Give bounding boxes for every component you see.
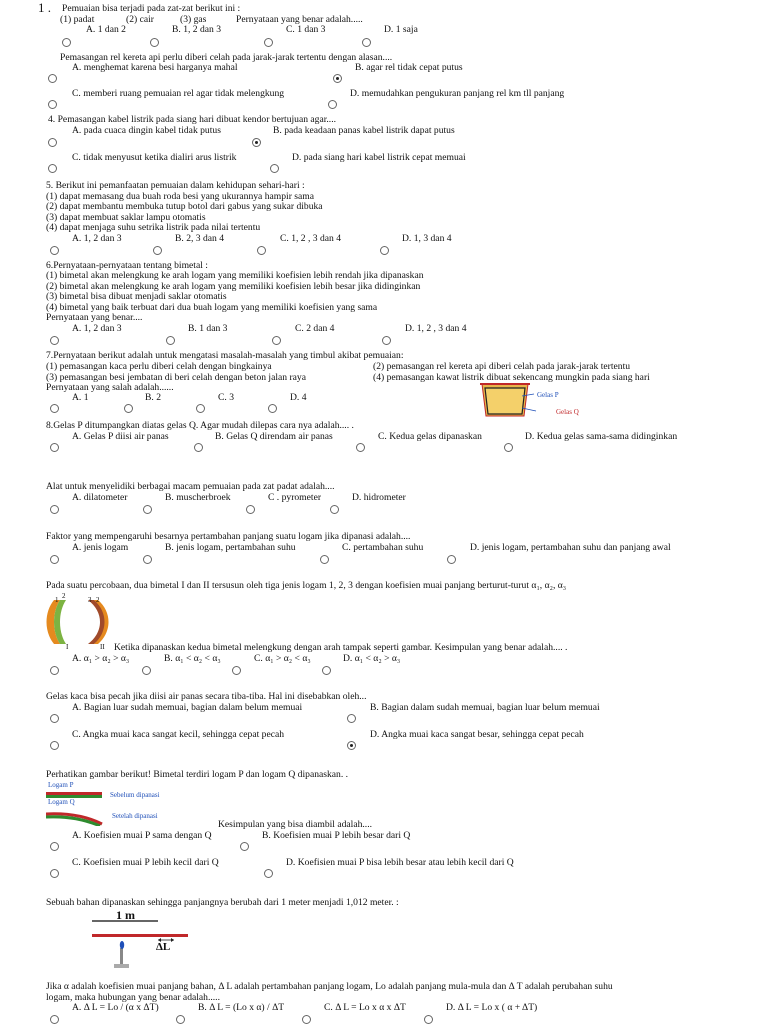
figure-label: Gelas Q xyxy=(556,408,579,416)
option-text: A. 1, 2 dan 3 xyxy=(72,323,122,334)
radio-option-c[interactable] xyxy=(264,38,273,47)
radio-option-c[interactable] xyxy=(257,246,266,255)
statement-item: (1) pemasangan kaca perlu diberi celah dengan bingkainya xyxy=(46,361,272,372)
figure-label: Logam Q xyxy=(48,798,75,806)
question-stem: 5. Berikut ini pemanfaatan pemuaian dalam kehidupan sehari-hari : xyxy=(46,180,305,191)
radio-option-a[interactable] xyxy=(50,1015,59,1024)
option-text: B. Δ L = (Lo x α) / ΔT xyxy=(198,1002,285,1013)
option-text: D. jenis logam, pertambahan suhu dan panjang awal xyxy=(470,542,671,553)
burner-base xyxy=(114,964,129,968)
statement-item: (1) padat xyxy=(60,14,95,25)
option-text: D. α₁ < α₂ > α₃ xyxy=(343,653,401,664)
question-stem: 4. Pemasangan kabel listrik pada siang hari dibuat kendor bertujuan agar.... xyxy=(48,114,336,125)
question-stem: Pada suatu percobaan, dua bimetal I dan II tersusun oleh tiga jenis logam 1, 2, 3 dengan koefisien muai panjang berturut-turut α₁, α₂, α₃ xyxy=(46,580,567,591)
logam-p-strip xyxy=(46,792,102,795)
figure-label: 1 m xyxy=(116,908,135,922)
question-stem-2: Ketika dipanaskan kedua bimetal melengkung dengan arah tampak seperti gambar. Kesimpulan yang benar adalah.... . xyxy=(114,642,568,653)
option-text: D. 1 saja xyxy=(384,24,418,35)
statement-item: (1) bimetal akan melengkung ke arah logam yang memiliki koefisien lebih rendah jika dipanaskan xyxy=(46,270,424,281)
radio-option-a[interactable] xyxy=(50,842,59,851)
question-stem: Pemuaian bisa terjadi pada zat-zat berikut ini : xyxy=(62,3,241,14)
expanded-rod xyxy=(92,934,188,937)
radio-option-a[interactable] xyxy=(48,74,57,83)
figure-label: II xyxy=(100,643,105,651)
radio-option-c[interactable] xyxy=(356,443,365,452)
option-text: B. Koefisien muai P lebih besar dari Q xyxy=(262,830,411,841)
radio-option-d[interactable] xyxy=(447,555,456,564)
radio-option-c[interactable] xyxy=(48,164,57,173)
radio-option-b-selected[interactable] xyxy=(252,138,261,147)
radio-option-d[interactable] xyxy=(264,869,273,878)
radio-option-c[interactable] xyxy=(50,869,59,878)
radio-option-d[interactable] xyxy=(330,505,339,514)
radio-option-d[interactable] xyxy=(328,100,337,109)
radio-option-a[interactable] xyxy=(50,246,59,255)
question-number: 1 . xyxy=(38,0,51,15)
figure-label: ΔL xyxy=(156,941,171,953)
question-stem-2: Kesimpulan yang bisa diambil adalah.... xyxy=(218,819,372,830)
question-stem: Perhatikan gambar berikut! Bimetal terdiri logam P dan logam Q dipanaskan. . xyxy=(46,769,349,780)
option-text: D. 1, 3 dan 4 xyxy=(402,233,452,244)
expansion-figure xyxy=(92,908,192,970)
option-text: C. α₁ > α₂ < α₃ xyxy=(254,653,311,664)
option-text: B. α₁ < α₂ < α₃ xyxy=(164,653,221,664)
radio-option-c[interactable] xyxy=(48,100,57,109)
figure-label: I xyxy=(66,643,69,651)
statement-item: (3) bimetal bisa dibuat menjadi saklar otomatis xyxy=(46,291,227,302)
radio-option-b[interactable] xyxy=(347,714,356,723)
option-text: C. Angka muai kaca sangat kecil, sehingga cepat pecah xyxy=(72,729,285,740)
option-text: D. memudahkan pengukuran panjang rel km tll panjang xyxy=(350,88,565,99)
option-text: A. 1 dan 2 xyxy=(86,24,126,35)
statement-item: (3) pemasangan besi jembatan di beri celah dengan beton jalan raya xyxy=(46,372,306,383)
question-stem: Faktor yang mempengaruhi besarnya pertambahan panjang suatu logam jika dipanasi adalah.... xyxy=(46,531,411,542)
statement-item: (4) bimetal yang baik terbuat dari dua buah logam yang memiliki koefisien yang sama xyxy=(46,302,378,313)
question-stem: 7.Pernyataan berikut adalah untuk mengatasi masalah-masalah yang timbul akibat pemuaian: xyxy=(46,350,404,361)
option-text: B. pada keadaan panas kabel listrik dapat putus xyxy=(273,125,455,136)
radio-option-d-selected[interactable] xyxy=(347,741,356,750)
option-text: D. hidrometer xyxy=(352,492,406,503)
radio-option-d[interactable] xyxy=(380,246,389,255)
option-text: C. 1, 2 , 3 dan 4 xyxy=(280,233,342,244)
option-text: D. pada siang hari kabel listrik cepat memuai xyxy=(292,152,466,163)
radio-option-b[interactable] xyxy=(176,1015,185,1024)
statement-item: (3) dapat membuat saklar lampu otomatis xyxy=(46,212,206,223)
question-stem: 8.Gelas P ditumpangkan diatas gelas Q. Agar mudah dilepas cara nya adalah.... . xyxy=(46,420,354,431)
radio-option-a[interactable] xyxy=(50,714,59,723)
question-stem-3: logam, maka hubungan yang benar adalah..... xyxy=(46,992,220,1003)
option-text: C. 1 dan 3 xyxy=(286,24,326,35)
burner-flame xyxy=(120,941,124,949)
question-stem: Alat untuk menyelidiki berbagai macam pemuaian pada zat padat adalah.... xyxy=(46,481,335,492)
radio-option-c[interactable] xyxy=(302,1015,311,1024)
radio-option-b[interactable] xyxy=(124,404,133,413)
statement-item: (2) cair xyxy=(126,14,154,25)
option-text: C. Δ L = Lo x α x ΔT xyxy=(324,1002,406,1013)
figure-label: Sebelum dipanasi xyxy=(110,791,160,799)
option-text: D. 1, 2 , 3 dan 4 xyxy=(405,323,467,334)
option-text: A. menghemat karena besi harganya mahal xyxy=(72,62,238,73)
option-text: D. Angka muai kaca sangat besar, sehingga cepat pecah xyxy=(370,729,584,740)
option-text: A. dilatometer xyxy=(72,492,128,503)
option-text: B. jenis logam, pertambahan suhu xyxy=(165,542,296,553)
option-text: C. memberi ruang pemuaian rel agar tidak melengkung xyxy=(72,88,285,99)
arrow-head xyxy=(171,938,174,942)
option-text: A. α₁ > α₂ > α₃ xyxy=(72,653,130,664)
statement-item: (4) pemasangan kawat listrik dibuat sekencang mungkin pada siang hari xyxy=(373,372,650,383)
radio-option-d[interactable] xyxy=(268,404,277,413)
radio-option-a[interactable] xyxy=(50,505,59,514)
radio-option-c[interactable] xyxy=(246,505,255,514)
radio-option-b[interactable] xyxy=(153,246,162,255)
option-text: A. Koefisien muai P sama dengan Q xyxy=(72,830,212,841)
statement-item: Pernyataan yang benar.... xyxy=(46,312,143,323)
option-text: A. Gelas P diisi air panas xyxy=(72,431,169,442)
statement-item: (3) gas xyxy=(180,14,207,25)
option-text: B. agar rel tidak cepat putus xyxy=(355,62,463,73)
glass-q-shape xyxy=(485,388,525,414)
radio-option-d[interactable] xyxy=(382,336,391,345)
question-stem: 6.Pernyataan-pernyataan tentang bimetal : xyxy=(46,260,208,271)
figure-label: 3 xyxy=(88,596,92,604)
radio-option-c[interactable] xyxy=(50,741,59,750)
option-text: A. jenis logam xyxy=(72,542,129,553)
option-text: C. pertambahan suhu xyxy=(342,542,424,553)
radio-option-c[interactable] xyxy=(320,555,329,564)
figure-label: 1 xyxy=(55,596,59,604)
option-text: C. Kedua gelas dipanaskan xyxy=(378,431,482,442)
radio-option-b[interactable] xyxy=(143,555,152,564)
figure-label: 2 xyxy=(62,592,66,600)
figure-label: 2 xyxy=(96,596,100,604)
option-text: A. pada cuaca dingin kabel tidak putus xyxy=(72,125,221,136)
option-text: C. 3 xyxy=(218,392,234,403)
statement-item: (1) dapat memasang dua buah roda besi yang ukurannya hampir sama xyxy=(46,191,315,202)
radio-option-b[interactable] xyxy=(240,842,249,851)
radio-option-c[interactable] xyxy=(232,666,241,675)
option-text: A. Bagian luar sudah memuai, bagian dalam belum memuai xyxy=(72,702,303,713)
figure-label: Setelah dipanasi xyxy=(112,812,158,820)
statement-item: Pernyataan yang benar adalah..... xyxy=(236,14,363,25)
radio-option-a[interactable] xyxy=(50,404,59,413)
question-stem: Sebuah bahan dipanaskan sehingga panjangnya berubah dari 1 meter menjadi 1,012 meter. : xyxy=(46,897,399,908)
radio-option-d[interactable] xyxy=(362,38,371,47)
question-stem: Gelas kaca bisa pecah jika diisi air panas secara tiba-tiba. Hal ini disebabkan oleh... xyxy=(46,691,367,702)
option-text: D. Δ L = Lo x ( α + ΔT) xyxy=(446,1002,538,1013)
radio-option-a[interactable] xyxy=(50,666,59,675)
radio-option-b[interactable] xyxy=(143,505,152,514)
option-text: B. muscherbroek xyxy=(165,492,231,503)
option-text: B. 2 xyxy=(145,392,161,403)
option-text: B. 1, 2 dan 3 xyxy=(172,24,222,35)
option-text: B. 2, 3 dan 4 xyxy=(175,233,225,244)
radio-option-d[interactable] xyxy=(504,443,513,452)
statement-item: (2) pemasangan rel kereta api diberi celah pada jarak-jarak tertentu xyxy=(373,361,631,372)
radio-option-a[interactable] xyxy=(62,38,71,47)
question-stem-2: Jika α adalah koefisien muai panjang bahan, Δ L adalah pertambahan panjang logam, Lo adalah panjang mula-mula dan Δ T adalah perubahan suhu xyxy=(46,981,613,992)
radio-option-b-selected[interactable] xyxy=(333,74,342,83)
radio-option-b[interactable] xyxy=(166,336,175,345)
statement-item: (2) dapat membantu membuka tutup botol dari gabus yang sukar dibuka xyxy=(46,201,323,212)
option-text: B. Gelas Q direndam air panas xyxy=(215,431,333,442)
option-text: D. 4 xyxy=(290,392,307,403)
radio-option-b[interactable] xyxy=(150,38,159,47)
radio-option-d[interactable] xyxy=(270,164,279,173)
option-text: D. Koefisien muai P bisa lebih besar atau lebih kecil dari Q xyxy=(286,857,514,868)
radio-option-b[interactable] xyxy=(142,666,151,675)
question-stem: Pemasangan rel kereta api perlu diberi celah pada jarak-jarak tertentu dengan alasan.... xyxy=(60,52,393,63)
option-text: C . pyrometer xyxy=(268,492,322,503)
option-text: B. Bagian dalam sudah memuai, bagian luar belum memuai xyxy=(370,702,600,713)
radio-option-a[interactable] xyxy=(50,555,59,564)
option-text: C. 2 dan 4 xyxy=(295,323,335,334)
statement-item: Pernyataan yang salah adalah...... xyxy=(46,382,174,393)
option-text: C. Koefisien muai P lebih kecil dari Q xyxy=(72,857,219,868)
option-text: A. 1, 2 dan 3 xyxy=(72,233,122,244)
burner-stand xyxy=(120,948,123,966)
radio-option-a[interactable] xyxy=(48,138,57,147)
radio-option-b[interactable] xyxy=(194,443,203,452)
radio-option-a[interactable] xyxy=(50,443,59,452)
radio-option-a[interactable] xyxy=(50,336,59,345)
option-text: A. 1 xyxy=(72,392,89,403)
radio-option-c[interactable] xyxy=(272,336,281,345)
option-text: D. Kedua gelas sama-sama didinginkan xyxy=(525,431,678,442)
figure-label: Logam P xyxy=(48,781,74,789)
statement-item: (4) dapat menjaga suhu setrika listrik pada nilai tertentu xyxy=(46,222,261,233)
option-text: A. Δ L = Lo / (α x ΔT) xyxy=(72,1002,159,1013)
radio-option-d[interactable] xyxy=(424,1015,433,1024)
option-text: C. tidak menyusut ketika dialiri arus listrik xyxy=(72,152,237,163)
radio-option-c[interactable] xyxy=(196,404,205,413)
option-text: B. 1 dan 3 xyxy=(188,323,228,334)
statement-item: (2) bimetal akan melengkung ke arah logam yang memiliki koefisien lebih besar jika didinginkan xyxy=(46,281,421,292)
glass-figure xyxy=(478,378,550,426)
radio-option-d[interactable] xyxy=(322,666,331,675)
figure-label: Gelas P xyxy=(537,391,559,399)
